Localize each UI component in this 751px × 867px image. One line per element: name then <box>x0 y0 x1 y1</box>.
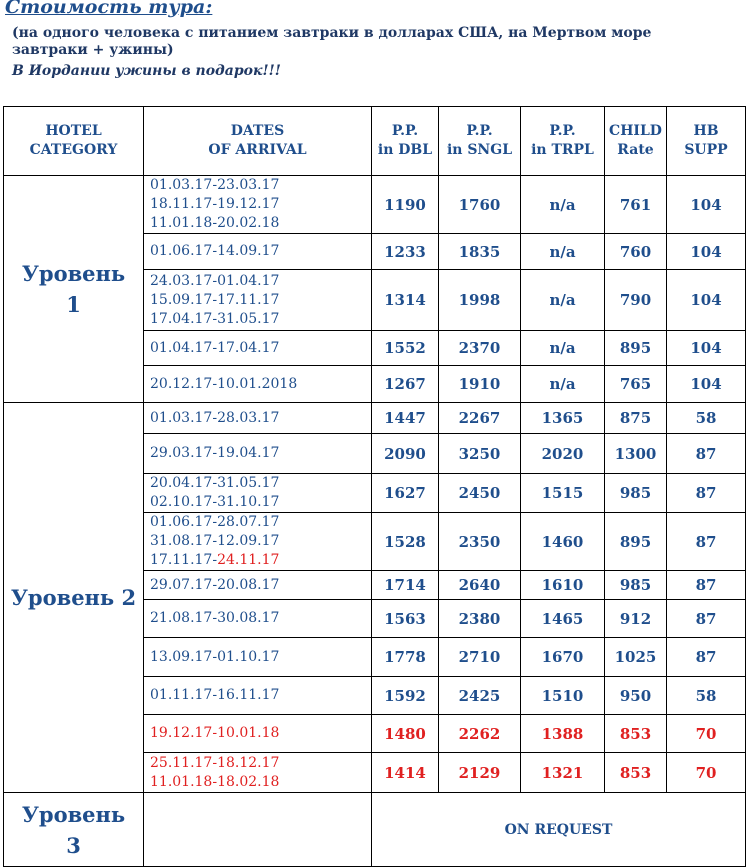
price-trpl-cell: n/a <box>521 331 605 366</box>
column-dates-header <box>144 107 372 176</box>
column-child-rate-header <box>605 107 667 176</box>
dates-cell <box>144 677 372 715</box>
price-sngl-cell: 1835 <box>439 234 521 270</box>
hotel-category-cell <box>4 176 144 403</box>
date-range: 17.04.17-31.05.17 <box>150 310 280 327</box>
table-body <box>4 176 746 867</box>
column-pp-trpl-header <box>521 107 605 176</box>
date-range: 29.07.17-20.08.17 <box>150 576 280 593</box>
date-range: 01.03.17-23.03.17 <box>150 177 280 193</box>
child-rate-cell: 985 <box>605 571 667 600</box>
table-row-level-3 <box>4 793 746 867</box>
text-line: in TRPL <box>531 142 594 158</box>
hb-supp-cell: 70 <box>667 715 746 753</box>
hb-supp-cell: 104 <box>667 234 746 270</box>
text-line: CHILD <box>609 123 662 139</box>
date-range: 01.06.17-14.09.17 <box>150 243 280 259</box>
hb-supp-cell: 87 <box>667 474 746 513</box>
on-request-cell: ON REQUEST <box>372 793 746 867</box>
hb-supp-cell: 104 <box>667 176 746 234</box>
child-rate-cell: 895 <box>605 513 667 571</box>
hb-supp-cell: 87 <box>667 513 746 571</box>
date-range: 24.03.17-01.04.17 <box>150 272 280 289</box>
price-trpl-cell: 1510 <box>521 677 605 715</box>
date-range: 17.11.17- <box>150 552 218 568</box>
dates-cell <box>144 753 372 793</box>
child-rate-cell: 1300 <box>605 434 667 474</box>
price-trpl-cell: 2020 <box>521 434 605 474</box>
price-trpl-cell: n/a <box>521 270 605 331</box>
date-range: 02.10.17-31.10.17 <box>150 494 280 510</box>
dates-cell <box>144 270 372 331</box>
price-sngl-cell: 2370 <box>439 331 521 366</box>
hb-supp-cell: 58 <box>667 403 746 434</box>
hb-supp-cell: 104 <box>667 270 746 331</box>
dates-cell-empty <box>144 793 372 867</box>
dates-cell <box>144 715 372 753</box>
date-range: 20.04.17-31.05.17 <box>150 475 280 491</box>
table-row <box>4 403 746 434</box>
hb-supp-cell: 87 <box>667 434 746 474</box>
price-note: (на одного человека с питанием завтраки в долларах США, на Мертвом море завтраки + ужины) <box>12 25 652 58</box>
dates-cell <box>144 571 372 600</box>
child-rate-cell: 985 <box>605 474 667 513</box>
column-pp-sngl-header <box>439 107 521 176</box>
price-dbl-cell: 1528 <box>372 513 439 571</box>
price-dbl-cell: 1314 <box>372 270 439 331</box>
price-trpl-cell: 1365 <box>521 403 605 434</box>
gift-note: В Иордании ужины в подарок!!! <box>12 63 281 79</box>
date-range: 11.01.18-18.02.18 <box>150 773 280 790</box>
hotel-category-cell <box>4 793 144 867</box>
price-dbl-cell: 1414 <box>372 753 439 793</box>
text-line: in DBL <box>377 142 433 158</box>
date-range: 11.01.18-20.02.18 <box>150 215 280 231</box>
price-table <box>3 106 746 867</box>
dates-cell <box>144 366 372 403</box>
price-sngl-cell: 2640 <box>439 571 521 600</box>
table-header-row <box>4 107 746 176</box>
date-range: 01.04.17-17.04.17 <box>150 339 280 356</box>
child-rate-cell: 895 <box>605 331 667 366</box>
date-range-highlight: 24.11.17 <box>217 552 280 568</box>
price-dbl-cell: 1778 <box>372 638 439 677</box>
child-rate-cell: 761 <box>605 176 667 234</box>
price-trpl-cell: n/a <box>521 234 605 270</box>
dates-cell <box>144 474 372 513</box>
date-range: 21.08.17-30.08.17 <box>150 610 280 626</box>
price-dbl-cell: 1627 <box>372 474 439 513</box>
price-sngl-cell: 2450 <box>439 474 521 513</box>
text-line: HB <box>693 123 719 139</box>
date-range: 01.11.17-16.11.17 <box>150 687 280 703</box>
date-range: 20.12.17-10.01.2018 <box>150 375 298 392</box>
price-sngl-cell: 2350 <box>439 513 521 571</box>
date-range: 19.12.17-10.01.18 <box>150 725 280 741</box>
child-rate-cell: 875 <box>605 403 667 434</box>
price-sngl-cell: 2425 <box>439 677 521 715</box>
date-range: 15.09.17-17.11.17 <box>150 291 280 308</box>
price-trpl-cell: 1388 <box>521 715 605 753</box>
hb-supp-cell: 70 <box>667 753 746 793</box>
price-sngl-cell: 2262 <box>439 715 521 753</box>
child-rate-cell: 760 <box>605 234 667 270</box>
price-trpl-cell: 1670 <box>521 638 605 677</box>
date-range: 13.09.17-01.10.17 <box>150 648 280 665</box>
dates-cell <box>144 403 372 434</box>
price-trpl-cell: 1515 <box>521 474 605 513</box>
price-sngl-cell: 1760 <box>439 176 521 234</box>
text-line: P.P. <box>549 123 576 139</box>
price-trpl-cell: n/a <box>521 176 605 234</box>
price-trpl-cell: 1610 <box>521 571 605 600</box>
text-line: Уровень <box>21 261 126 286</box>
text-line: SUPP <box>684 142 728 158</box>
text-line: P.P. <box>391 123 419 139</box>
child-rate-cell: 853 <box>605 715 667 753</box>
child-rate-cell: 853 <box>605 753 667 793</box>
text-line: 3 <box>66 832 81 858</box>
text-line: HOTEL <box>45 123 102 139</box>
hb-supp-cell: 87 <box>667 638 746 677</box>
column-hotel-category-header <box>4 107 144 176</box>
price-dbl-cell: 1267 <box>372 366 439 403</box>
child-rate-cell: 912 <box>605 600 667 638</box>
child-rate-cell: 950 <box>605 677 667 715</box>
child-rate-cell: 790 <box>605 270 667 331</box>
date-range: 01.06.17-28.07.17 <box>150 514 280 530</box>
text-line: Уровень 2 <box>10 585 137 610</box>
price-trpl-cell: 1460 <box>521 513 605 571</box>
text-line: OF ARRIVAL <box>208 142 307 158</box>
hotel-category-cell <box>4 403 144 793</box>
hb-supp-cell: 58 <box>667 677 746 715</box>
date-range: 25.11.17-18.12.17 <box>150 754 280 771</box>
child-rate-cell: 1025 <box>605 638 667 677</box>
text-line: DATES <box>230 123 285 139</box>
dates-cell <box>144 176 372 234</box>
table-row <box>4 176 746 234</box>
text-line: 1 <box>66 292 81 317</box>
child-rate-cell: 765 <box>605 366 667 403</box>
price-trpl-cell: 1465 <box>521 600 605 638</box>
price-dbl-cell: 1552 <box>372 331 439 366</box>
date-range: 29.03.17-19.04.17 <box>150 445 280 461</box>
dates-cell <box>144 331 372 366</box>
price-sngl-cell: 2710 <box>439 638 521 677</box>
price-dbl-cell: 1592 <box>372 677 439 715</box>
column-pp-dbl-header <box>372 107 439 176</box>
text-line: Rate <box>617 142 654 158</box>
text-line: Уровень <box>21 801 126 827</box>
dates-cell <box>144 234 372 270</box>
price-sngl-cell: 2129 <box>439 753 521 793</box>
price-sngl-cell: 3250 <box>439 434 521 474</box>
price-trpl-cell: n/a <box>521 366 605 403</box>
dates-cell <box>144 600 372 638</box>
price-dbl-cell: 1447 <box>372 403 439 434</box>
date-range: 31.08.17-12.09.17 <box>150 533 280 549</box>
text-line: in SNGL <box>446 142 513 158</box>
price-dbl-cell: 1480 <box>372 715 439 753</box>
price-sngl-cell: 2380 <box>439 600 521 638</box>
date-range: 18.11.17-19.12.17 <box>150 196 280 212</box>
price-sngl-cell: 1998 <box>439 270 521 331</box>
price-sngl-cell: 1910 <box>439 366 521 403</box>
price-dbl-cell: 1563 <box>372 600 439 638</box>
price-trpl-cell: 1321 <box>521 753 605 793</box>
dates-cell <box>144 513 372 571</box>
price-sngl-cell: 2267 <box>439 403 521 434</box>
text-line: P.P. <box>466 123 493 139</box>
price-dbl-cell: 1190 <box>372 176 439 234</box>
text-line: CATEGORY <box>29 142 118 158</box>
column-hb-supp-header <box>667 107 746 176</box>
price-dbl-cell: 1714 <box>372 571 439 600</box>
dates-cell <box>144 434 372 474</box>
hb-supp-cell: 104 <box>667 366 746 403</box>
hb-supp-cell: 87 <box>667 571 746 600</box>
hb-supp-cell: 87 <box>667 600 746 638</box>
price-dbl-cell: 1233 <box>372 234 439 270</box>
date-range: 01.03.17-28.03.17 <box>150 409 280 426</box>
page-title: Стоимость тура: <box>5 0 213 18</box>
hb-supp-cell: 104 <box>667 331 746 366</box>
price-dbl-cell: 2090 <box>372 434 439 474</box>
dates-cell <box>144 638 372 677</box>
